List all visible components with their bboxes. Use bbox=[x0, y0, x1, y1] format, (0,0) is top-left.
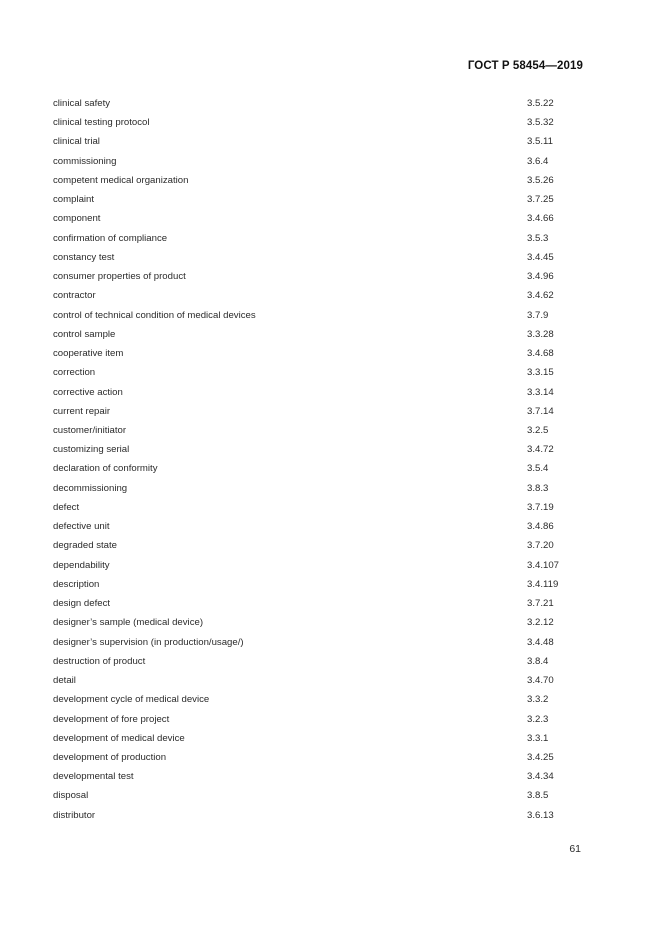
index-reference-number: 3.3.1 bbox=[527, 732, 549, 744]
index-term: control of technical condition of medical devices bbox=[53, 309, 256, 321]
index-entry bbox=[0, 690, 661, 709]
index-entry bbox=[0, 786, 661, 805]
index-term: decommissioning bbox=[53, 482, 128, 494]
index-term: customizing serial bbox=[53, 444, 130, 456]
index-reference-number: 3.4.107 bbox=[527, 559, 560, 571]
index-entry bbox=[0, 421, 661, 440]
index-entry bbox=[0, 402, 661, 421]
page-number: 61 bbox=[569, 843, 581, 855]
index-entry bbox=[0, 729, 661, 748]
index-entry bbox=[0, 94, 661, 113]
index-entry bbox=[0, 209, 661, 228]
index-reference-number: 3.7.21 bbox=[527, 598, 554, 610]
index-term: customer/initiator bbox=[53, 424, 127, 436]
index-entry bbox=[0, 652, 661, 671]
index-entry bbox=[0, 286, 661, 305]
index-entry bbox=[0, 613, 661, 632]
index-term: consumer properties of product bbox=[53, 271, 186, 283]
index-term: current repair bbox=[53, 405, 111, 417]
index-reference-number: 3.7.14 bbox=[527, 405, 554, 417]
index-term: confirmation of compliance bbox=[53, 232, 168, 244]
index-reference-number: 3.4.72 bbox=[527, 444, 554, 456]
index-reference-number: 3.4.66 bbox=[527, 213, 554, 225]
index-entry bbox=[0, 556, 661, 575]
index-term: development cycle of medical device bbox=[53, 694, 210, 706]
index-entry bbox=[0, 498, 661, 517]
index-entry bbox=[0, 710, 661, 729]
index-entry bbox=[0, 383, 661, 402]
index-reference-number: 3.4.86 bbox=[527, 521, 554, 533]
index-term: corrective action bbox=[53, 386, 123, 398]
index-reference-number: 3.5.4 bbox=[527, 463, 549, 475]
index-term: dependability bbox=[53, 559, 110, 571]
index-entry bbox=[0, 536, 661, 555]
index-reference-number: 3.7.20 bbox=[527, 540, 554, 552]
index-term: development of production bbox=[53, 751, 167, 763]
index-term: correction bbox=[53, 367, 96, 379]
index-reference-number: 3.2.12 bbox=[527, 617, 554, 629]
index-term: competent medical organization bbox=[53, 174, 189, 186]
index-reference-number: 3.3.2 bbox=[527, 694, 549, 706]
index-term: clinical trial bbox=[53, 136, 100, 148]
index-reference-number: 3.5.22 bbox=[527, 98, 554, 109]
index-term: development of fore project bbox=[53, 713, 170, 725]
index-reference-number: 3.5.11 bbox=[527, 136, 553, 148]
index-reference-number: 3.5.26 bbox=[527, 174, 554, 186]
index-term: declaration of conformity bbox=[53, 463, 158, 475]
index-reference-number: 3.3.28 bbox=[527, 328, 554, 340]
index-term: developmental test bbox=[53, 771, 134, 783]
index-reference-number: 3.4.25 bbox=[527, 751, 554, 763]
index-reference-number: 3.5.32 bbox=[527, 117, 554, 129]
index-reference-number: 3.8.4 bbox=[527, 655, 549, 667]
index-reference-number: 3.2.5 bbox=[527, 424, 549, 436]
index-entry bbox=[0, 190, 661, 209]
index-reference-number: 3.4.68 bbox=[527, 348, 554, 360]
index-reference-number: 3.6.4 bbox=[527, 155, 549, 167]
index-term: commissioning bbox=[53, 155, 117, 167]
index-term: complaint bbox=[53, 194, 95, 206]
index-entry bbox=[0, 325, 661, 344]
index-term: designer’s sample (medical device) bbox=[53, 617, 204, 629]
index-entry bbox=[0, 113, 661, 132]
index-term: design defect bbox=[53, 598, 111, 610]
index-reference-number: 3.4.62 bbox=[527, 290, 554, 302]
index-entry bbox=[0, 306, 661, 325]
index-entry bbox=[0, 806, 661, 825]
index-entry bbox=[0, 229, 661, 248]
index-reference-number: 3.7.19 bbox=[527, 501, 554, 513]
index-reference-number: 3.4.48 bbox=[527, 636, 554, 648]
index-reference-number: 3.4.70 bbox=[527, 675, 554, 687]
index-entry bbox=[0, 171, 661, 190]
index-reference-number: 3.6.13 bbox=[527, 809, 554, 821]
index-term: development of medical device bbox=[53, 732, 185, 744]
index-reference-number: 3.4.119 bbox=[527, 578, 559, 590]
index-reference-number: 3.3.14 bbox=[527, 386, 554, 398]
index-term: contractor bbox=[53, 290, 96, 302]
index-term: control sample bbox=[53, 328, 116, 340]
index-reference-number: 3.5.3 bbox=[527, 232, 549, 244]
index-term: degraded state bbox=[53, 540, 118, 552]
index-entry bbox=[0, 479, 661, 498]
index-entry bbox=[0, 767, 661, 786]
index-term: distributor bbox=[53, 809, 96, 821]
index-reference-number: 3.4.45 bbox=[527, 251, 554, 263]
index-entry bbox=[0, 344, 661, 363]
index-term: designer’s supervision (in production/usage/) bbox=[53, 636, 244, 648]
index-entry bbox=[0, 575, 661, 594]
index-term: destruction of product bbox=[53, 655, 146, 667]
index-reference-number: 3.3.15 bbox=[527, 367, 554, 379]
index-reference-number: 3.2.3 bbox=[527, 713, 549, 725]
index-reference-number: 3.7.25 bbox=[527, 194, 554, 206]
index-reference-number: 3.7.9 bbox=[527, 309, 549, 321]
index-entry bbox=[0, 248, 661, 267]
index-entry bbox=[0, 440, 661, 459]
index-term: disposal bbox=[53, 790, 89, 802]
index-term: description bbox=[53, 578, 100, 590]
index-entry bbox=[0, 748, 661, 767]
index-entry bbox=[0, 152, 661, 171]
index-term: clinical safety bbox=[53, 98, 111, 109]
index-reference-number: 3.8.5 bbox=[527, 790, 549, 802]
index-entry bbox=[0, 459, 661, 478]
index-entry bbox=[0, 363, 661, 382]
index-entry bbox=[0, 671, 661, 690]
index-term: detail bbox=[53, 675, 76, 687]
index-term: constancy test bbox=[53, 251, 115, 263]
index-reference-number: 3.8.3 bbox=[527, 482, 549, 494]
index-reference-number: 3.4.34 bbox=[527, 771, 554, 783]
index-term: defect bbox=[53, 501, 80, 513]
index-term: clinical testing protocol bbox=[53, 117, 150, 129]
term-index-list bbox=[0, 94, 661, 825]
index-term: component bbox=[53, 213, 101, 225]
standard-code-header: ГОСТ Р 58454—2019 bbox=[467, 60, 583, 72]
index-entry bbox=[0, 594, 661, 613]
index-term: cooperative item bbox=[53, 348, 124, 360]
index-entry bbox=[0, 132, 661, 151]
index-reference-number: 3.4.96 bbox=[527, 271, 554, 283]
index-entry bbox=[0, 267, 661, 286]
index-entry bbox=[0, 633, 661, 652]
index-term: defective unit bbox=[53, 521, 110, 533]
index-entry bbox=[0, 517, 661, 536]
